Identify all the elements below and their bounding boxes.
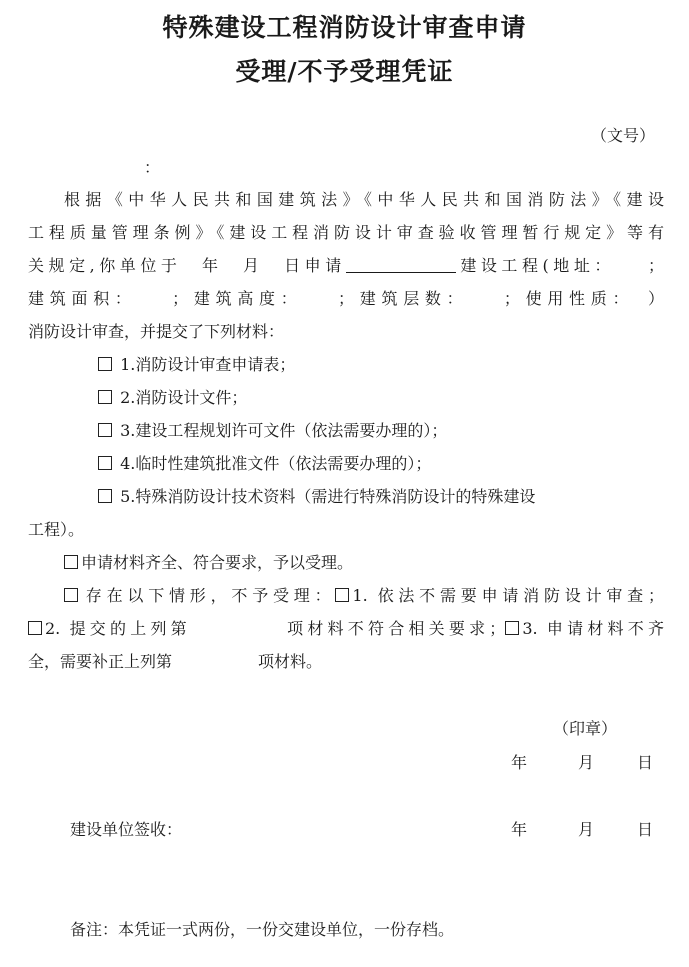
checkbox[interactable] xyxy=(64,588,78,602)
document-body xyxy=(28,183,664,678)
body-line: 消防设计审查，并提交了下列材料： xyxy=(28,322,285,341)
document-number: （文号） xyxy=(590,126,655,145)
material-item xyxy=(28,381,664,414)
material-item-label: 4.临时性建筑批准文件（依法需要办理的）； xyxy=(120,454,432,473)
document-title-line2: 受理/不予受理凭证 xyxy=(235,57,454,86)
date-day: 日 xyxy=(637,753,654,772)
checkbox[interactable] xyxy=(98,390,112,404)
sign-label: 建设单位签收： xyxy=(70,820,183,839)
date-month: 月 xyxy=(578,753,595,772)
checkbox[interactable] xyxy=(98,456,112,470)
checkbox[interactable] xyxy=(64,555,78,569)
checkbox[interactable] xyxy=(98,489,112,503)
footnote: 备注：本凭证一式两份，一份交建设单位，一份存档。 xyxy=(70,920,455,939)
date-day: 日 xyxy=(637,820,654,839)
reject-option-label: 3. 申请材料不齐 xyxy=(522,619,664,638)
checkbox[interactable] xyxy=(505,621,519,635)
material-item xyxy=(28,447,664,480)
reject-option-label: 2. 提交的上列第 xyxy=(45,619,191,638)
body-line xyxy=(28,249,664,282)
material-item xyxy=(28,414,664,447)
reject-option xyxy=(28,579,664,612)
material-item-label: 5.特殊消防设计技术资料（需进行特殊消防设计的特殊建设 xyxy=(120,487,536,506)
seal-label: （印章） xyxy=(553,719,618,738)
reject-option-label: 全，需要补正上列第 xyxy=(28,652,173,671)
checkbox[interactable] xyxy=(335,588,349,602)
material-item-label: 1.消防设计审查申请表； xyxy=(120,355,296,374)
checkbox[interactable] xyxy=(28,621,42,635)
accept-option xyxy=(28,546,664,579)
material-item-label: 3.建设工程规划许可文件（依法需要办理的）； xyxy=(120,421,448,440)
document-title-line1: 特殊建设工程消防设计审查申请 xyxy=(162,13,527,42)
date-year: 年 xyxy=(511,820,528,839)
addressee-colon: ： xyxy=(144,158,161,177)
body-line: 工程）。 xyxy=(28,520,85,539)
body-line: 工程质量管理条例》《建设工程消防设计审查验收管理暂行规定》等有 xyxy=(28,223,664,242)
body-line: 根据《中华人民共和国建筑法》《中华人民共和国消防法》《建设 xyxy=(64,190,664,209)
date-year: 年 xyxy=(511,753,528,772)
body-line: 建筑面积： ；建筑高度： ；建筑层数： ；使用性质： ） xyxy=(28,289,664,308)
date-month: 月 xyxy=(578,820,595,839)
material-item xyxy=(28,480,664,513)
material-item xyxy=(28,348,664,381)
body-text: 建设工程(地址： ； xyxy=(455,256,664,275)
checkbox[interactable] xyxy=(98,357,112,371)
project-name-blank[interactable] xyxy=(346,254,456,273)
reject-option-label: 项材料。 xyxy=(258,652,323,671)
checkbox[interactable] xyxy=(98,423,112,437)
body-text: 关规定,你单位于 年 月 日申请 xyxy=(28,256,346,275)
reject-option-label: 项材料不符合相关要求； xyxy=(282,619,506,638)
reject-label: 存在以下情形，不予受理： xyxy=(81,586,336,605)
accept-label: 申请材料齐全、符合要求，予以受理。 xyxy=(81,553,354,572)
reject-line xyxy=(28,645,664,678)
material-item-label: 2.消防设计文件； xyxy=(120,388,248,407)
reject-option-label: 1. 依法不需要申请消防设计审查； xyxy=(352,586,664,605)
reject-line xyxy=(28,612,664,645)
